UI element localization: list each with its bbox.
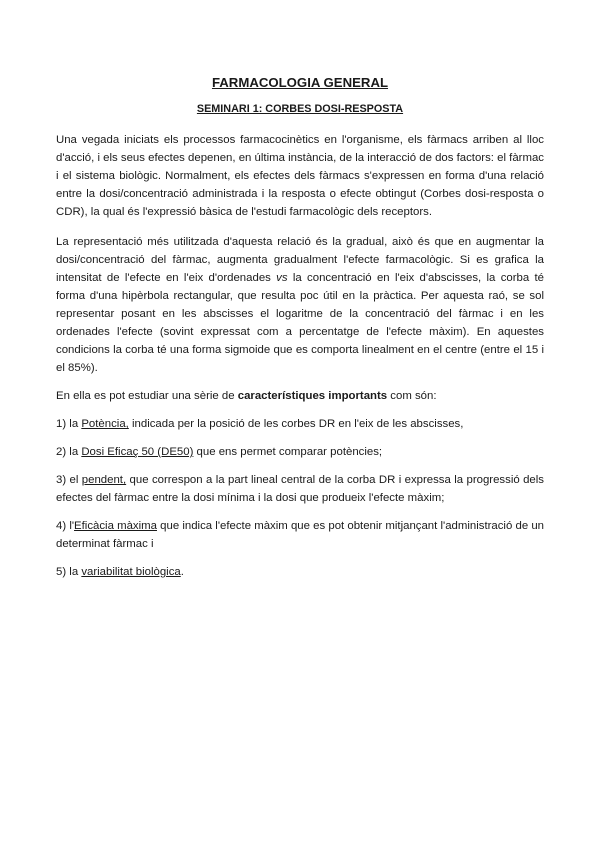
document-title: FARMACOLOGIA GENERAL	[211, 75, 389, 90]
list-item-term: variabilitat biològica	[81, 566, 181, 578]
list-item	[56, 517, 544, 553]
document-subtitle: SEMINARI 1: CORBES DOSI-RESPOSTA	[196, 103, 404, 115]
list-item-text: que indica l'efecte màxim que es pot obtenir mitjançant l'administració de un determinat fàrmac i	[56, 520, 545, 550]
paragraph-text: La representació més utilitzada d'aquesta relació és la gradual, això és que en augmentar la dosi/concentració del fàrmac, augmenta gradualment l'efecte farmacològic. Si es grafica la intensitat de l'efecte en l'eix d'ordenades	[56, 236, 544, 284]
list-item-prefix: 5) la	[56, 566, 82, 578]
bold-phrase: característiques importants	[237, 390, 388, 402]
list-item-term: Dosi Eficaç 50 (DE50)	[81, 446, 194, 458]
list-item-text: indicada per la posició de les corbes DR en l'eix de les abscisses,	[128, 418, 464, 430]
list-item	[56, 563, 544, 581]
list-item	[56, 471, 544, 507]
list-item-term: Potència,	[81, 418, 129, 430]
list-item-text: .	[180, 566, 184, 578]
list-item	[56, 415, 544, 433]
list-item-prefix: 2) la	[56, 446, 82, 458]
list-item-text: que ens permet comparar potències;	[193, 446, 383, 458]
paragraph-text: En ella es pot estudiar una sèrie de	[56, 390, 238, 402]
list-item-prefix: 4) l'	[56, 520, 75, 532]
paragraph-text: com són:	[387, 390, 437, 402]
intro-paragraph: Una vegada iniciats els processos farmacocinètics en l'organisme, els fàrmacs arriben al lloc d'acció, i els seus efectes depenen, en última instància, de la interacció de dos factors: el fàrmac i el sistema biològic. Normalment, els efectes dels fàrmacs s'expressen en forma d'una relació entre la dosi/concentració administrada i la resposta o efecte obtingut (Corbes dosi-resposta o CDR), la qual és l'expressió bàsica de l'estudi farmacològic dels receptors.	[56, 134, 544, 218]
paragraph-text: la concentració en l'eix d'abscisses, la corba té forma d'una hipèrbola rectangular, que resulta poc útil en la pràctica. Per aquesta raó, se sol representar posant en les abscisses el logaritme de la concentració del fàrmac i en les ordenades l'efecte (sovint expressat com a percentatge de l'efecte màxim). En aquestes condicions la corba té una forma sigmoide que es comporta linealment en el centre (entre el 15 i el 85%).	[56, 272, 545, 374]
versus-italic: vs	[276, 272, 288, 284]
list-item-prefix: 1) la	[56, 418, 82, 430]
list-item-term: Eficàcia màxima	[74, 520, 157, 532]
list-item-prefix: 3) el	[56, 474, 82, 486]
list-item	[56, 443, 544, 461]
representation-paragraph	[56, 233, 544, 377]
list-item-term: pendent,	[81, 474, 127, 486]
characteristics-intro	[56, 387, 544, 405]
characteristics-list	[56, 415, 544, 581]
list-item-text: que correspon a la part lineal central de la corba DR i expressa la progressió dels efectes del fàrmac entre la dosi mínima i la dosi que produeix l'efecte màxim;	[56, 474, 544, 504]
